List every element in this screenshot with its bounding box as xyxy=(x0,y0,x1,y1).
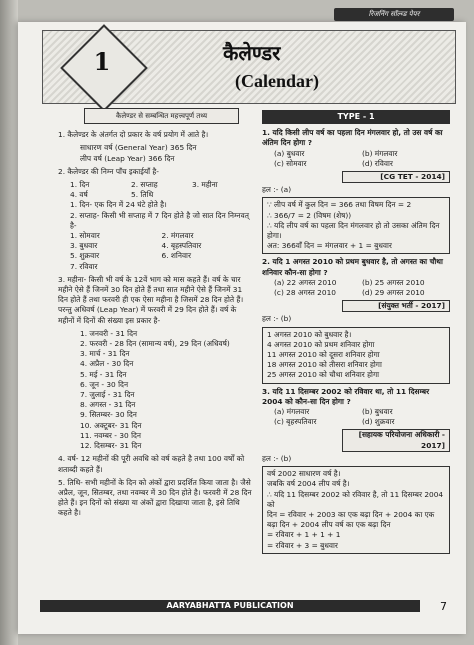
option: (d) 29 अगस्त 2010 xyxy=(362,288,425,298)
chapter-header xyxy=(42,30,456,104)
option: (c) सोमवार xyxy=(274,158,307,168)
q2-answer: हल :- (b) xyxy=(262,314,292,324)
day-item: 6. शनिवार xyxy=(161,251,191,261)
fact-3: 3. महीना- किसी भी वर्ष के 12वें भाग को मास कहते हैं। वर्ष के चार महीने ऐसे हैं जिनमें 30 दिन होते हैं तथा सात महीने ऐसे हैं जिनमें 31 दिन होते हैं तथा फरवरी ही एक ऐसा महीना है जिसमें 28 दिन होते हैं। परन्तु अधिवर्ष (Leap Year) में फरवरी में 29 दिन होते हैं। वर्ष के महीनों में दिनों की संख्या इस प्रकार है- xyxy=(58,274,244,325)
solution-line: वर्ष 2002 साधारण वर्ष है। xyxy=(267,469,341,479)
fact-1a: साधारण वर्ष (General Year) 365 दिन xyxy=(80,143,197,153)
page-number: 7 xyxy=(440,600,447,613)
solution-line: 4 अगस्त 2010 को प्रथम शनिवार होगा xyxy=(267,339,375,349)
chapter-subtitle: (Calendar) xyxy=(235,71,319,91)
solution-line: 18 अगस्त 2010 को तीसरा शनिवार होगा xyxy=(267,360,382,370)
facts-box-heading: कैलेण्डर से सम्बन्धित महत्त्वपूर्ण तथ्य xyxy=(84,108,239,124)
q1-answer: हल :- (a) xyxy=(262,185,292,195)
solution-line: ∵ लीप वर्ष में कुल दिन = 366 तथा विषम दिन = 2 xyxy=(267,200,412,210)
publisher-footer: AARYABHATTA PUBLICATION xyxy=(40,600,420,612)
option: (c) बृहस्पतिवार xyxy=(274,417,317,427)
fact-1b: लीप वर्ष (Leap Year) 366 दिन xyxy=(80,153,175,163)
unit-item: 4. वर्ष xyxy=(70,190,88,200)
month-item: 5. मई - 31 दिन xyxy=(80,369,127,379)
q3-options-row-1 xyxy=(262,407,450,417)
option: (d) शुक्रवार xyxy=(362,417,395,427)
q2-solution-box xyxy=(262,327,450,384)
fact-2: 2. कैलेण्डर की निम्न पाँच इकाईयाँ है- xyxy=(58,166,159,176)
q2-options-row-1 xyxy=(262,278,450,288)
question-2: 2. यदि 1 अगस्त 2010 को प्रथम बुधवार है, तो अगस्त का चौथा शनिवार कौन-सा होगा ? xyxy=(262,257,443,277)
solution-line: = रविवार + 1 + 1 + 1 xyxy=(267,530,341,540)
day-item: 7. रविवार xyxy=(70,261,98,271)
day-item: 5. शुक्रवार xyxy=(70,251,100,261)
solution-line: 11 अगस्त 2010 को दूसरा शनिवार होगा xyxy=(267,350,380,360)
q2-reference: [संयुक्त भर्ती - 2017] xyxy=(342,300,450,312)
days-row-2 xyxy=(58,241,253,251)
day-item: 2. मंगलवार xyxy=(161,231,194,241)
type-heading: TYPE - 1 xyxy=(262,110,450,124)
option: (a) 22 अगस्त 2010 xyxy=(274,277,337,287)
q1-solution-box xyxy=(262,197,450,254)
solution-line: दिन = रविवार + 2003 का एक बढ़ा दिन + 2004 का एक xyxy=(267,509,435,519)
days-row-1 xyxy=(58,231,253,241)
month-item: 7. जुलाई - 31 दिन xyxy=(80,390,135,400)
solution-line: जबकि वर्ष 2004 लीप वर्ष है। xyxy=(267,479,350,489)
left-column xyxy=(58,108,253,522)
solution-line: अत: 366वाँ दिन = मंगलवार + 1 = बुधवार xyxy=(267,241,392,251)
units-row-2 xyxy=(58,190,253,200)
fact-1: 1. कैलेण्डर के अंतर्गत दो प्रकार के वर्ष प्रयोग में आते है। xyxy=(58,130,209,140)
solution-line: ∴ यदि 11 दिसम्बर 2002 को रविवार है, तो 11 दिसम्बर 2004 को xyxy=(267,489,444,509)
question-3: 3. यदि 11 दिसम्बर 2002 को रविवार था, तो 11 दिसम्बर 2004 को कौन-सा दिन होगा ? xyxy=(262,386,430,406)
fact-5: 5. तिथि- सभी महीनों के दिन को अंकों द्वारा प्रदर्शित किया जाता है। जैसे अप्रैल, जून, सितम्बर, तथा नवम्बर में 30 दिन होते है। फरवरी में 28 दिन होते हैं। इन दिनों को संख्या या अंकों द्वारा दिखाया जाता है, इसे तिथि कहते है। xyxy=(58,477,252,518)
month-item: 4. अप्रैल - 30 दिन xyxy=(80,359,134,369)
top-tag: रिजनिंग सॉल्व्ड पेपर xyxy=(334,8,454,21)
month-item: 11. नवम्बर - 30 दिन xyxy=(80,430,142,440)
q1-options-row-1 xyxy=(262,149,450,159)
solution-line: 1 अगस्त 2010 को बुधवार है। xyxy=(267,329,352,339)
q2-options-row-2 xyxy=(262,288,450,298)
month-item: 8. अगस्त - 31 दिन xyxy=(80,400,136,410)
unit-item: 2. सप्ताह xyxy=(131,180,158,190)
option: (a) मंगलवार xyxy=(274,407,310,417)
month-item: 1. जनवरी - 31 दिन xyxy=(80,328,138,338)
month-item: 2. फरवरी - 28 दिन (सामान्य वर्ष), 29 दिन (अधिवर्ष) xyxy=(80,339,230,349)
option: (b) 25 अगस्त 2010 xyxy=(362,277,425,287)
q3-reference: [सहायक परियोजना अधिकारी - 2017] xyxy=(342,429,450,451)
solution-line: बढ़ा दिन + 2004 लीप वर्ष का एक बढ़ा दिन xyxy=(267,520,391,530)
question-1: 1. यदि किसी लीप वर्ष का पहला दिन मंगलवार हो, तो उस वर्ष का अंतिम दिन होगा ? xyxy=(262,128,443,148)
days-row-3 xyxy=(58,251,253,261)
book-spine xyxy=(0,0,18,645)
month-item: 10. अक्टूबर- 31 दिन xyxy=(80,420,142,430)
option: (a) बुधवार xyxy=(274,148,305,158)
units-row-1 xyxy=(58,180,253,190)
unit-item: 3. महीना xyxy=(192,180,218,190)
month-item: 3. मार्च - 31 दिन xyxy=(80,349,130,359)
solution-line: = रविवार + 3 = बुधवार xyxy=(267,540,338,550)
solution-line: ∴ 366/7 = 2 (विषम (शेष)) xyxy=(267,210,352,220)
option: (b) बुधवार xyxy=(362,407,393,417)
q1-options-row-2 xyxy=(262,159,450,169)
q3-options-row-2 xyxy=(262,417,450,427)
fact-4: 4. वर्ष- 12 महीनों की पूरी अवधि को वर्ष कहते है तथा 100 वर्षों को शताब्दी कहते हैं। xyxy=(58,454,245,474)
q3-solution-box xyxy=(262,466,450,554)
month-item: 9. सितम्बर- 30 दिन xyxy=(80,410,137,420)
chapter-number: 1 xyxy=(93,47,111,76)
q1-reference: [CG TET - 2014] xyxy=(342,171,450,183)
month-item: 6. जून - 30 दिन xyxy=(80,379,129,389)
fact-2-1: 1. दिन- एक दिन में 24 घंटे होते है। xyxy=(70,200,167,210)
q3-answer: हल :- (b) xyxy=(262,453,292,463)
option: (d) रविवार xyxy=(362,158,393,168)
chapter-title: कैलेण्डर xyxy=(223,41,281,65)
fact-2-2: 2. सप्ताह- किसी भी सप्ताह में 7 दिन होते है जो सात दिन निम्नवत् है- xyxy=(70,210,249,230)
right-column xyxy=(262,110,450,557)
unit-item: 1. दिन xyxy=(70,180,90,190)
day-item: 1. सोमवार xyxy=(70,231,100,241)
unit-item: 5. तिथि xyxy=(131,190,154,200)
month-item: 12. दिसम्बर- 31 दिन xyxy=(80,441,142,451)
day-item: 3. बुधवार xyxy=(70,241,98,251)
solution-line: ∴ यदि लीप वर्ष का पहला दिन मंगलवार हो तो उसका अंतिम दिन होगा। xyxy=(267,220,440,241)
option: (c) 28 अगस्त 2010 xyxy=(274,288,336,298)
option: (b) मंगलवार xyxy=(362,148,398,158)
day-item: 4. बृहस्पतिवार xyxy=(161,241,202,251)
solution-line: 25 अगस्त 2010 को चौथा शनिवार होगा xyxy=(267,370,380,380)
